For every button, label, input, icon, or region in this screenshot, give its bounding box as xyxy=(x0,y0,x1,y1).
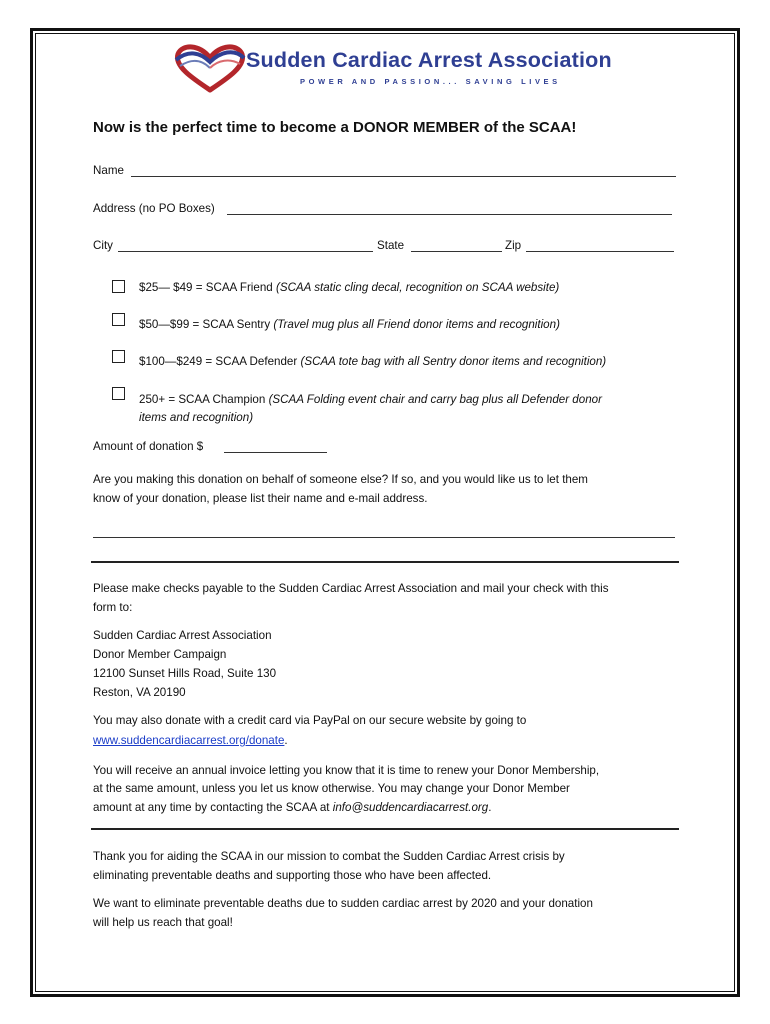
behalf-text-2: know of your donation, please list their name and e-mail address. xyxy=(93,492,428,505)
level-defender xyxy=(139,352,606,371)
level-friend xyxy=(139,278,559,297)
mailing-org: Sudden Cardiac Arrest Association xyxy=(93,629,272,642)
state-field[interactable] xyxy=(411,251,502,252)
heart-logo-icon xyxy=(170,40,250,96)
thanks-text-1: Thank you for aiding the SCAA in our mission to combat the Sudden Cardiac Arrest crisis by xyxy=(93,850,565,863)
state-label: State xyxy=(377,239,405,252)
renewal-text-2: at the same amount, unless you let us know otherwise. You may change your Donor Member xyxy=(93,782,570,795)
level-defender-perks: (SCAA tote bag with all Sentry donor items and recognition) xyxy=(300,355,607,368)
zip-label: Zip xyxy=(505,239,522,252)
mailing-city: Reston, VA 20190 xyxy=(93,686,186,699)
defender-checkbox[interactable] xyxy=(112,350,125,363)
address-field[interactable] xyxy=(227,214,672,215)
checks-text-1: Please make checks payable to the Sudden Cardiac Arrest Association and mail your check with this xyxy=(93,582,609,595)
level-champion-perks: (SCAA Folding event chair and carry bag plus all Defender donor xyxy=(268,393,602,406)
logo-tagline: POWER AND PASSION... SAVING LIVES xyxy=(300,77,561,86)
level-friend-amount: $25— $49 = SCAA Friend xyxy=(139,281,273,294)
section-divider-2 xyxy=(91,828,679,830)
renewal-text-1: You will receive an annual invoice letting you know that it is time to renew your Donor Membership, xyxy=(93,764,600,777)
renewal-text-3: amount at any time by contacting the SCAA at xyxy=(93,801,333,814)
champion-checkbox[interactable] xyxy=(112,387,125,400)
friend-checkbox[interactable] xyxy=(112,280,125,293)
level-champion-perks-cont: items and recognition) xyxy=(139,411,254,424)
city-label: City xyxy=(93,239,113,252)
level-champion xyxy=(139,390,602,409)
level-sentry xyxy=(139,315,560,334)
name-label: Name xyxy=(93,164,124,177)
donate-link[interactable]: www.suddencardiacarrest.org/donate xyxy=(93,734,285,747)
level-sentry-perks: (Travel mug plus all Friend donor items and recognition) xyxy=(273,318,560,331)
paypal-text: You may also donate with a credit card via PayPal on our secure website by going to xyxy=(93,714,527,727)
section-divider xyxy=(91,561,679,563)
logo-title: Sudden Cardiac Arrest Association xyxy=(246,48,612,72)
amount-field[interactable] xyxy=(224,452,327,453)
zip-field[interactable] xyxy=(526,251,674,252)
mailing-campaign: Donor Member Campaign xyxy=(93,648,227,661)
name-field[interactable] xyxy=(131,176,676,177)
city-field[interactable] xyxy=(118,251,373,252)
behalf-text-1: Are you making this donation on behalf of someone else? If so, and you would like us to let them xyxy=(93,473,588,486)
thanks-text-2: eliminating preventable deaths and supporting those who have been affected. xyxy=(93,869,492,882)
contact-email[interactable]: info@suddencardiacarrest.org xyxy=(332,801,489,814)
checks-text-2: form to: xyxy=(93,601,133,614)
goal-text-2: will help us reach that goal! xyxy=(93,916,233,929)
scaa-logo xyxy=(170,40,612,96)
page-title: Now is the perfect time to become a DONOR MEMBER of the SCAA! xyxy=(93,119,577,136)
behalf-contact-field[interactable] xyxy=(93,537,675,538)
level-sentry-amount: $50—$99 = SCAA Sentry xyxy=(139,318,271,331)
mailing-street: 12100 Sunset Hills Road, Suite 130 xyxy=(93,667,277,680)
sentry-checkbox[interactable] xyxy=(112,313,125,326)
amount-label: Amount of donation $ xyxy=(93,440,204,453)
paypal-period: . xyxy=(284,734,288,747)
address-label: Address (no PO Boxes) xyxy=(93,202,215,215)
renewal-period: . xyxy=(488,801,492,814)
level-friend-perks: (SCAA static cling decal, recognition on SCAA website) xyxy=(275,281,560,294)
goal-text-1: We want to eliminate preventable deaths due to sudden cardiac arrest by 2020 and your donation xyxy=(93,897,593,910)
level-champion-amount: 250+ = SCAA Champion xyxy=(139,393,266,406)
level-defender-amount: $100—$249 = SCAA Defender xyxy=(139,355,298,368)
